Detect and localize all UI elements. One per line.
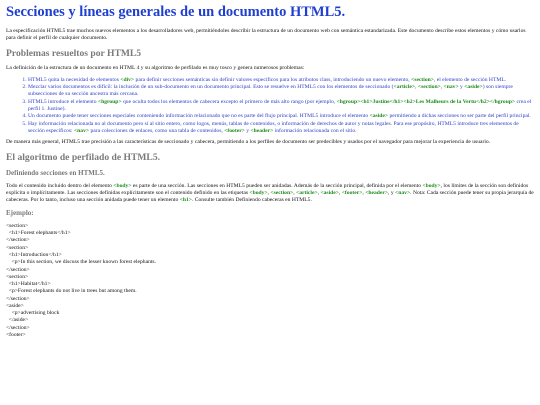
code-keyword: <div> [120,76,135,83]
code-keyword: <header> [365,190,389,197]
code-keyword: <aside> [464,84,483,91]
defining-heading: Definiendo secciones en HTML5. [6,169,105,178]
example-code-block: <section> <h1>Forest elephants</h1> </section> <section> <h1>Introduction</h1> <p>In this section, we discuss the lesser known forest elephants. </section> <section> <h1>Habitat</h1> <p>Forest elephants do not live in trees but among them. </section> <aside> <p>advertising block </aside> </section> <footer> [6,222,157,338]
problem-item-5: 5. Hay información relacionada no al documento pero sí al sitio entero, como logos, menús, tablas de contenidos, o información de derechos de autor y notas legales. Para ese propósito, HTML5 introduce tres elementos de sección específicos: <nav> para colecciones de enlaces, como una tabla de contenidos, <footer> y <header> información relacionada con el sitio. [28,121,534,135]
code-keyword: <nav> [73,127,90,134]
problem-item-2: 2. Mezclar varios documentos es difícil: la inclusión de un sub-documento en un documento principal. Esto se resuelve en HTML5 con los elementos de seccionado (<article>, <section>, <nav> y <aside>) son siempre subsecciones de su sección ancestra más cercana. [28,84,534,98]
code-keyword: <section> [417,84,441,91]
problems-list [6,77,534,135]
code-keyword: <footer> [341,190,363,197]
code-keyword: <aside> [369,113,389,120]
code-keyword: <header> [250,127,274,134]
code-keyword: <body> [113,183,132,190]
problem-item-4: 4. Un documento puede tener secciones especiales conteniendo información relacionado que no es parte del flujo principal. HTML5 introduce el elemento <aside> permitiendo a dichas secciones no ser parte del perfil principal. [28,113,534,120]
code-keyword: <footer> [224,127,245,134]
code-keyword: <body> [422,183,441,190]
summary-paragraph: De manera más general, HTML5 trae precisión a las características de seccionado y cabecera, permitiendo a los perfiles de documento ser predecibles y usados por el navegador para mejorar la experiencia de usuario. [6,139,491,146]
code-keyword: <section> [411,76,434,83]
code-keyword: <section> [270,190,294,197]
problem-item-1: 1. HTML5 quita la necesidad de elementos <div> para definir secciones semánticas sin definir valores específicos para los atributos class, introduciendo un nuevo elemento, <section>, el elemento de sección HTML. [28,77,534,84]
algorithm-heading: El algoritmo de perfilado de HTML5. [6,152,161,164]
code-keyword: <article> [296,190,318,197]
code-keyword: <body> [249,190,268,197]
code-keyword: <article> [393,84,416,91]
defining-paragraph: Todo el contenido incluido dentro del elemento <body> es parte de una sección. Las secciones en HTML5 pueden ser anidadas. Además de la sección principal, definida por el elemento <body>, los límites de la sección son definidos explícita o implícitamente. Las secciones definidas explícitamente son el contenido definido en las etiquetas <body>, <section>, <article>, <aside>, <footer>, <header>, y <nav>. Nota: Cada sección puede tener su propia jerarquía de cabeceras. Por lo tanto, incluso una sección anidada puede tener un elemento <h1>. Consulte también Definiendo cabeceras en HTML5. [6,183,534,204]
problem-item-3: 3. HTML5 introduce el elemento <hgroup> que oculta todos los elementos de cabecera excepto el primero de más alto rango (por ejemplo, <hgroup><h1>Justine</h1><h2>Les Malheurs de la Vertu</h2></hgroup> crea el perfil 1. Justine). [28,99,534,113]
page-title: Secciones y líneas generales de un documento HTML5. [6,4,346,20]
code-keyword: <aside> [320,190,339,197]
code-keyword: <nav> [395,190,411,197]
example-heading: Ejemplo: [6,209,34,218]
code-keyword: <hgroup> [97,98,122,105]
problems-heading: Problemas resueltos por HTML5 [6,47,142,59]
problems-intro: La definición de la estructura de un documento en HTML 4 y su algoritmo de perfilado es muy tosco y genera numerosos problemas: [6,64,305,71]
code-keyword: <hgroup><h1>Justine</h1><h2>Les Malheurs de la Vertu</h2></hgroup> [336,98,516,105]
intro-paragraph: La especificación HTML5 trae muchos nuevos elementos a los desarrolladores web, permitiéndoles describir la estructura de un documento web con semántica estandarizada. Este documento describe estos elementos y cómo usarlos para definir el perfil de cualquier documento. [6,27,526,41]
code-keyword: <h1> [179,197,192,204]
code-keyword: <nav> [443,84,459,91]
